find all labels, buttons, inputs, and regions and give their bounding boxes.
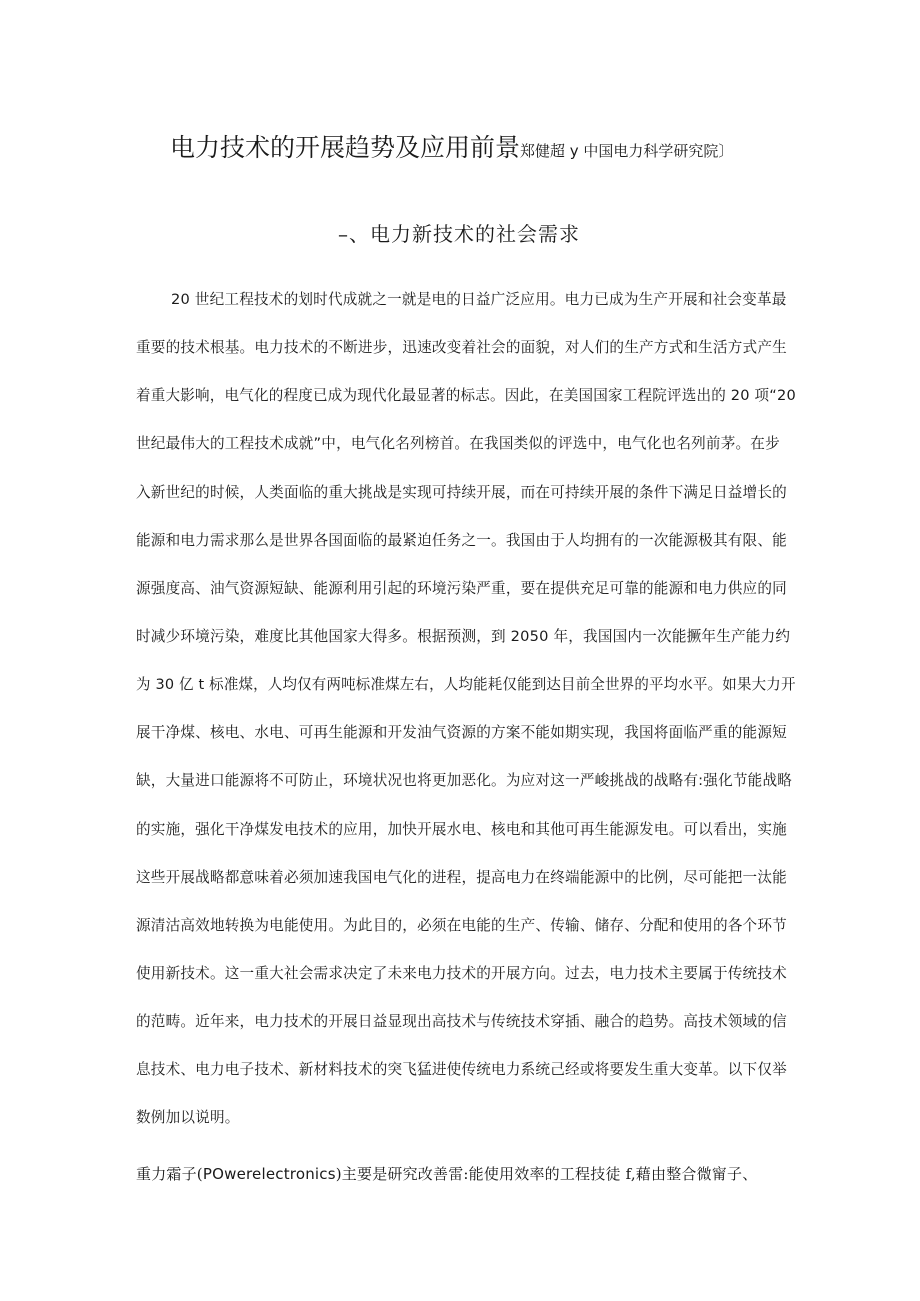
paragraph-line: 为 30 亿 t 标准煤，人均仅有两吨标准煤左右，人均能耗仅能到达目前全世界的平均水平。如果大力开 (136, 676, 796, 693)
paragraph-line: 使用新技术。这一重大社会需求决定了未来电力技术的开展方向。过去，电力技术主要属于传统技术 (136, 965, 787, 982)
paragraph-line: 的范畴。近年来，电力技术的开展日益显现出高技术与传统技术穿插、融合的趋势。高技术领域的信 (136, 1013, 787, 1030)
paragraph-line: 能源和电力需求那么是世界各国面临的最紧迫任务之一。我国由于人均拥有的一次能源极其有限、能 (136, 532, 787, 549)
garbled-line-latin: POwerelectronics (202, 1165, 336, 1183)
paragraph-line: 时减少环境污染，难度比其他国家大得多。根据预测，到 2050 年，我国国内一次能撅年生产能力约 (136, 628, 791, 645)
paragraph-line: 着重大影响，电气化的程度已成为现代化最显著的标志。因此，在美国国家工程院评选出的 20 项“20 (136, 387, 796, 404)
section-heading: –、电力新技术的社会需求 (338, 222, 580, 246)
paragraph-line: 息技术、电力电子技术、新材料技术的突飞猛进使传统电力系统己经或将要发生重大变革。以下仅举 (136, 1061, 787, 1078)
author-note: 郑健超 y 中国电力科学研究院〕 (520, 142, 734, 160)
garbled-line-part1: 重力霜子( (136, 1165, 203, 1183)
paragraph-line: 的实施，强化干净煤发电技术的应用，加快开展水电、核电和其他可再生能源发电。可以看出，实施 (136, 821, 787, 838)
garbled-paragraph-line (136, 1163, 757, 1184)
paragraph-line: 世纪最伟大的工程技术成就”中，电气化名列榜首。在我国类似的评选中，电气化也名列前茅。在步 (136, 435, 780, 452)
title-line (170, 128, 790, 164)
paragraph-line: 这些开展战略都意味着必须加速我国电气化的进程，提高电力在终端能源中的比例，尽可能把一汰能 (136, 869, 787, 886)
paragraph-line: 展干净煤、核电、水电、可再生能源和开发油气资源的方案不能如期实现，我国将面临严重的能源短 (136, 724, 787, 741)
garbled-line-part2: )主要是研究改善雷:能使用效率的工程技徒 f,藉由整合微甯子、 (335, 1165, 758, 1183)
document-title: 电力技术的开展趋势及应用前景 (170, 133, 521, 162)
paragraph-line: 源强度高、油气资源短缺、能源利用引起的环境污染严重，要在提供充足可靠的能源和电力供应的同 (136, 580, 787, 597)
paragraph-line: 20 世纪工程技术的划时代成就之一就是电的日益广泛应用。电力已成为生产开展和社会变革最 (171, 291, 787, 308)
paragraph-line: 重要的技术根基。电力技术的不断进步，迅速改变着社会的面貌，对人们的生产方式和生活方式产生 (136, 339, 787, 356)
paragraph-line: 数例加以说明。 (136, 1109, 240, 1126)
paragraph-line: 缺，大量进口能源将不可防止，环境状况也将更加恶化。为应对这一严峻挑战的战略有:强化节能战略 (136, 772, 793, 789)
paragraph-line: 源清沽高效地转换为电能使用。为此目的，必须在电能的生产、传输、储存、分配和使用的各个环节 (136, 917, 787, 934)
paragraph-line: 入新世纪的时候，人类面临的重大挑战是实现可持续开展，而在可持续开展的条件下满足日益增长的 (136, 484, 787, 501)
